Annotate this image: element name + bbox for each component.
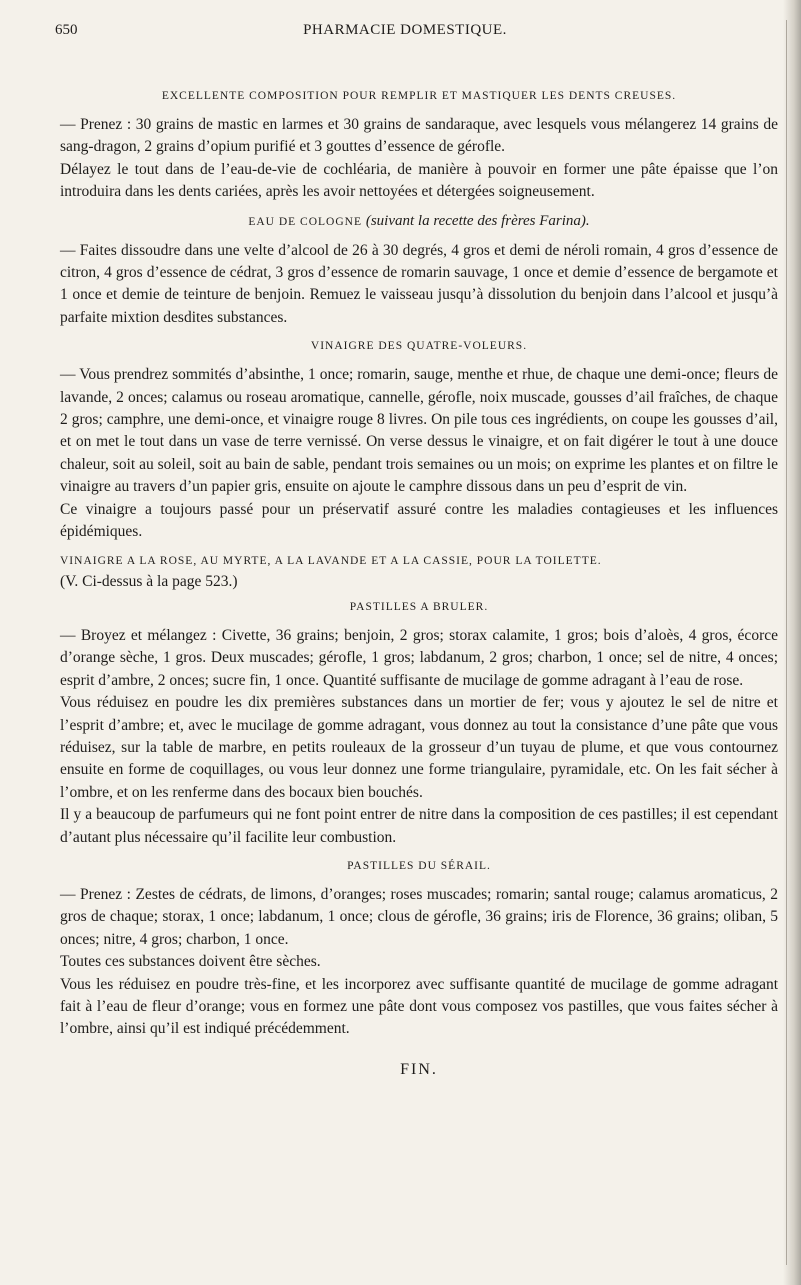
section-vinaigre-toilette xyxy=(60,553,778,593)
section-heading xyxy=(60,213,778,230)
paragraph: — Faites dissoudre dans une velte d’alcool de 26 à 30 degrés, 4 gros et demi de néroli romain, 4 gros d’essence de citron, 4 gros d’essence de cédrat, 3 gros d’essence de romarin sauvage, 1 once et demie d’essence de bergamote et 1 once et demie de teinture de benjoin. Remuez le vaisseau jusqu’à dissolution du benjoin dans l’alcool et jusqu’à parfaite mixtion desdites substances. xyxy=(60,241,778,326)
section-dental-paste xyxy=(60,88,778,204)
paragraph: Il y a beaucoup de parfumeurs qui ne font point entrer de nitre dans la composition de ces pastilles; il est cependant d’autant plus nécessaire qu’il facilite leur combustion. xyxy=(60,806,778,846)
paragraph: Délayez le tout dans de l’eau-de-vie de cochléaria, de manière à pouvoir en former une pâte épaisse que l’on introduira dans les dents cariées, après les avoir nettoyées et détergées soigneusement. xyxy=(60,160,778,201)
section-heading: VINAIGRE A LA ROSE, AU MYRTE, A LA LAVANDE ET A LA CASSIE, POUR LA TOILETTE. xyxy=(60,554,602,567)
page-reference: (V. Ci-dessus à la page 523.) xyxy=(60,572,238,590)
paragraph: Vous les réduisez en poudre très-fine, et les incorporez avec suffisante quantité de mucilage de gomme adragant fait à l’eau de fleur d’orange; vous en formez une pâte dont vous composez vos pastilles, que vous faites sécher à l’ombre, ainsi qu’il est indiqué précédemment. xyxy=(60,975,778,1038)
section-heading: PASTILLES DU SÉRAIL. xyxy=(347,859,491,872)
paragraph: — Broyez et mélangez : Civette, 36 grains; benjoin, 2 gros; storax calamite, 1 gros; bois d’aloès, 4 gros, écorce d’orange sèche, 1 gros. Deux muscades; gérofle, 1 gros; labdanum, 2 gros; charbon, 1 once; sel de nitre, 4 onces; esprit d’ambre, 2 onces; sucre fin, 1 once. Quantité suffisante de mucilage de gomme adragant à l’eau de rose. xyxy=(60,626,778,689)
paragraph: Ce vinaigre a toujours passé pour un préservatif assuré contre les maladies contagieuses et les influences épidémiques. xyxy=(60,500,778,541)
section-heading-title: EAU DE COLOGNE xyxy=(248,215,362,228)
paragraph: — Prenez : 30 grains de mastic en larmes et 30 grains de sandaraque, avec lesquels vous mélangerez 14 grains de sang-dragon, 2 grains d’opium purifié et 3 gouttes d’essence de gérofle. xyxy=(60,116,778,156)
page-edge-line xyxy=(786,20,787,1265)
section-heading: EXCELLENTE COMPOSITION POUR REMPLIR ET MASTIQUER LES DENTS CREUSES. xyxy=(161,90,677,102)
section-pastilles-a-bruler xyxy=(60,599,778,849)
paragraph: — Vous prendrez sommités d’absinthe, 1 once; romarin, sauge, menthe et rhue, de chaque une demi-once; fleurs de lavande, 2 onces; calamus ou roseau aromatique, cannelle, gérofle, noix muscade, gousses d’ail fraîches, de chaque 2 gros; camphre, une demi-once, et vinaigre rouge 8 livres. On pile tous ces ingrédients, on coupe les gousses d’ail, et on met le tout dans un vase de terre vernissé. On verse dessus le vinaigre, et on fait digérer le tout à une douce chaleur, soit au soleil, soit au bain de sable, pendant trois semaines ou un mois; on exprime les plantes et on filtre le vinaigre au travers d’un papier gris, ensuite on ajoute le camphre dissous dans un peu d’esprit de vin. xyxy=(60,366,778,496)
section-eau-de-cologne xyxy=(60,213,778,330)
running-title: PHARMACIE DOMESTIQUE. xyxy=(303,22,507,38)
section-vinaigre-quatre-voleurs xyxy=(60,338,778,543)
paragraph: Toutes ces substances doivent être sèches. xyxy=(60,953,321,971)
section-heading: VINAIGRE DES QUATRE-VOLEURS. xyxy=(310,340,528,353)
paragraph: Vous réduisez en poudre les dix premières substances dans un mortier de fer; vous y ajoutez le sel de nitre et l’esprit d’ambre; et, avec le mucilage de gomme adragant, vous donnez au tout la consistance d’une pâte que vous réduisez, sur la table de marbre, en petits rouleaux de la grosseur d’un tuyau de plume, et que vous contournez ensuite en forme de coquillages, ou vous leur donnez une forme triangulaire, pyramidale, etc. On les fait sécher à l’ombre, et on les renferme dans des bocaux bien bouchés. xyxy=(60,694,778,801)
section-pastilles-du-serail xyxy=(60,858,778,1041)
running-head xyxy=(55,22,755,46)
section-heading-note: (suivant la recette des frères Farina). xyxy=(365,212,590,229)
page-content xyxy=(60,88,778,1079)
section-heading: PASTILLES A BRULER. xyxy=(349,600,489,613)
end-marker: FIN. xyxy=(400,1060,438,1078)
paragraph: — Prenez : Zestes de cédrats, de limons, d’oranges; roses muscades; romarin; santal rouge; calamus aromaticus, 2 gros de chaque; storax, 1 once; labdanum, 1 once; clous de gérofle, 36 grains; iris de Florence, 36 grains; oliban, 5 onces; nitre, 4 gros; charbon, 1 once. xyxy=(60,885,778,948)
page-number: 650 xyxy=(55,22,78,38)
